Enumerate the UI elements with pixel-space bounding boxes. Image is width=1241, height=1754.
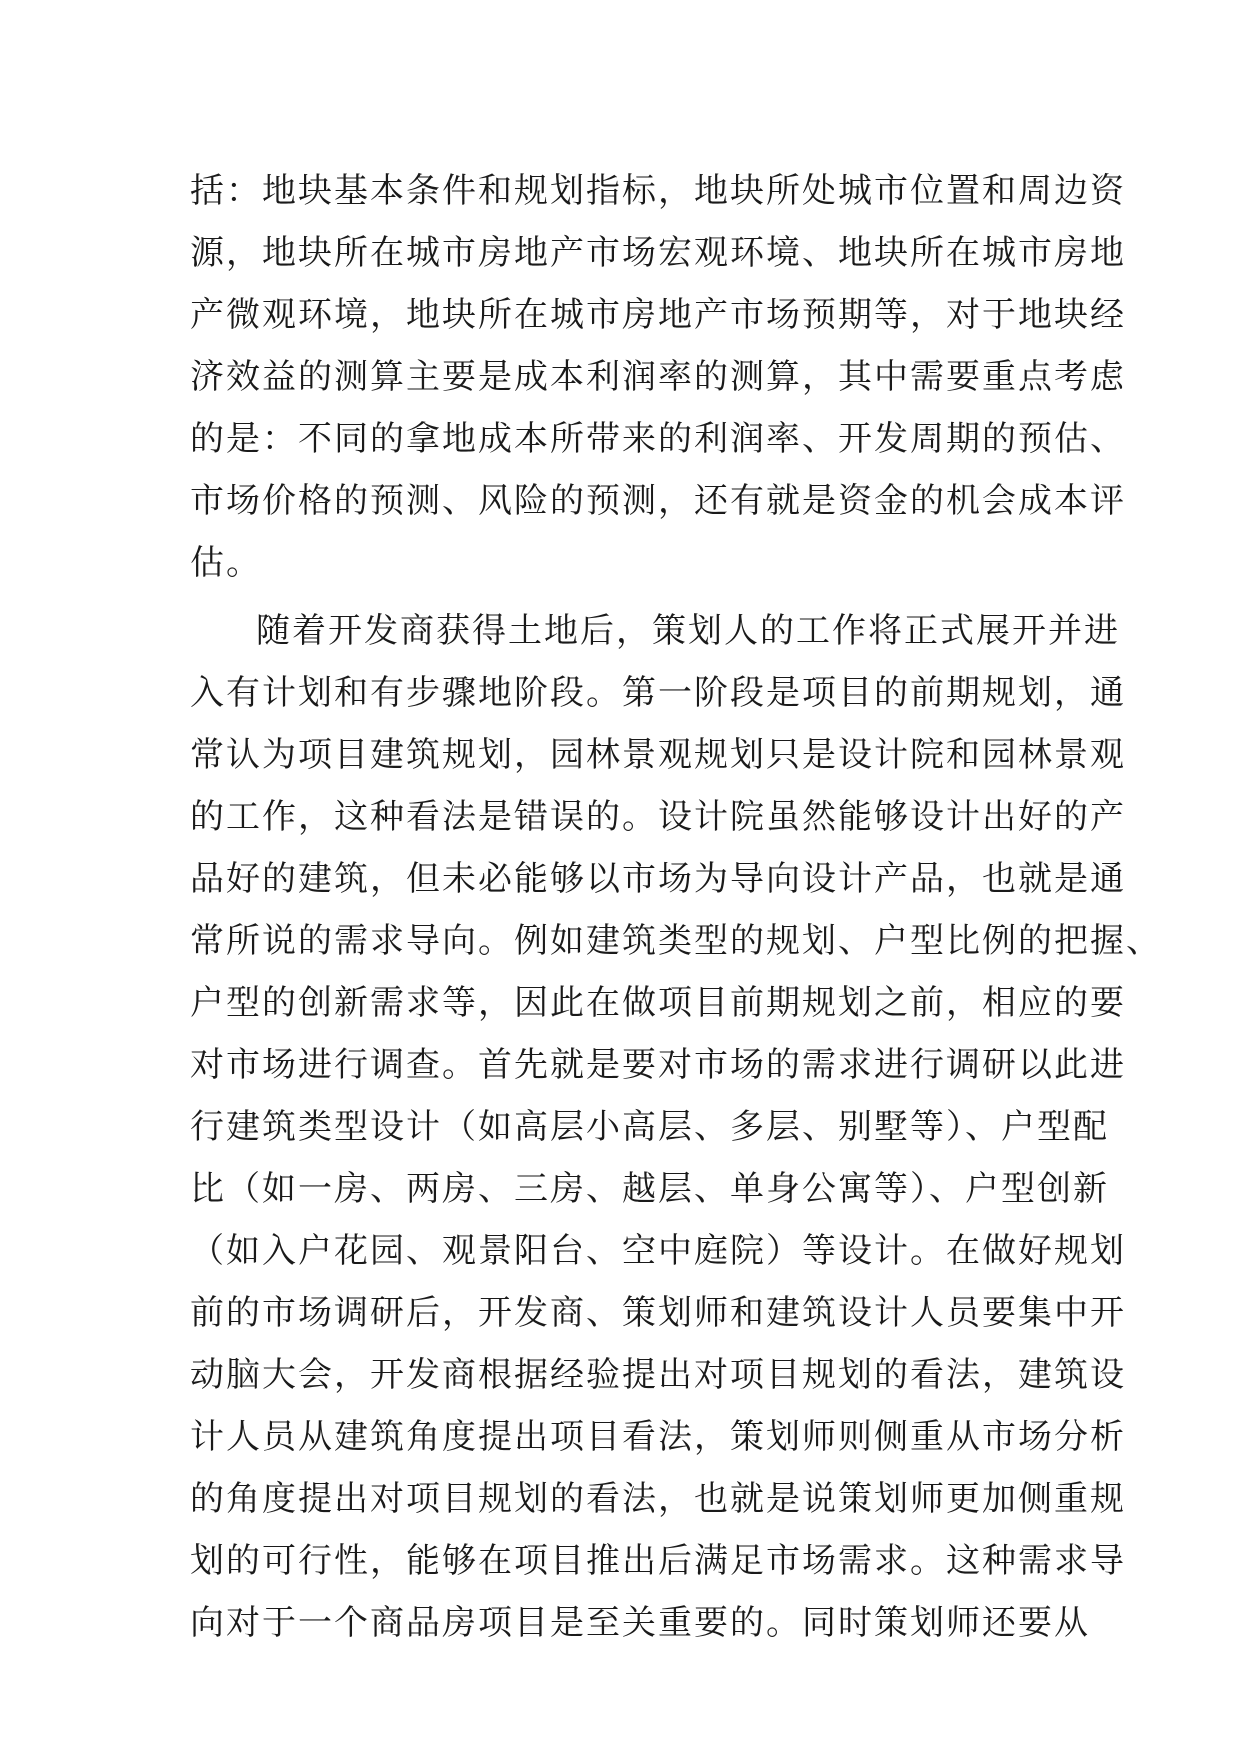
text-line: 括：地块基本条件和规划指标，地块所处城市位置和周边资 [190, 171, 1126, 211]
text-line: 的角度提出对项目规划的看法，也就是说策划师更加侧重规 [190, 1479, 1126, 1519]
text-line: （如入户花园、观景阳台、空中庭院）等设计。在做好规划 [190, 1231, 1126, 1271]
text-line: 品好的建筑，但未必能够以市场为导向设计产品，也就是通 [190, 859, 1126, 899]
text-line: 划的可行性，能够在项目推出后满足市场需求。这种需求导 [190, 1541, 1126, 1581]
text-line: 济效益的测算主要是成本利润率的测算，其中需要重点考虑 [190, 357, 1126, 397]
text-line: 动脑大会，开发商根据经验提出对项目规划的看法，建筑设 [190, 1355, 1126, 1395]
text-line: 产微观环境，地块所在城市房地产市场预期等，对于地块经 [190, 295, 1126, 335]
paragraph-2 [190, 600, 1162, 1654]
text-line: 比（如一房、两房、三房、越层、单身公寓等）、户型创新 [190, 1169, 1109, 1209]
text-line: 估。 [190, 543, 262, 583]
text-line: 计人员从建筑角度提出项目看法，策划师则侧重从市场分析 [190, 1417, 1126, 1457]
text-line: 行建筑类型设计（如高层小高层、多层、别墅等）、户型配 [190, 1107, 1109, 1147]
text-line: 源，地块所在城市房地产市场宏观环境、地块所在城市房地 [190, 233, 1126, 273]
text-line-first: 随着开发商获得土地后，策划人的工作将正式展开并进 [256, 611, 1120, 651]
text-line: 户型的创新需求等，因此在做项目前期规划之前，相应的要 [190, 983, 1126, 1023]
text-line: 市场价格的预测、风险的预测，还有就是资金的机会成本评 [190, 481, 1126, 521]
body-text [190, 160, 1162, 1654]
text-line: 常所说的需求导向。例如建筑类型的规划、户型比例的把握、 [190, 921, 1162, 961]
paragraph-1 [190, 160, 1126, 594]
text-line: 前的市场调研后，开发商、策划师和建筑设计人员要集中开 [190, 1293, 1126, 1333]
text-line: 常认为项目建筑规划，园林景观规划只是设计院和园林景观 [190, 735, 1126, 775]
text-line: 的工作，这种看法是错误的。设计院虽然能够设计出好的产 [190, 797, 1126, 837]
text-line: 对市场进行调查。首先就是要对市场的需求进行调研以此进 [190, 1045, 1126, 1085]
text-line: 向对于一个商品房项目是至关重要的。同时策划师还要从 [190, 1603, 1090, 1643]
text-line: 入有计划和有步骤地阶段。第一阶段是项目的前期规划，通 [190, 673, 1126, 713]
text-line: 的是：不同的拿地成本所带来的利润率、开发周期的预估、 [190, 419, 1126, 459]
